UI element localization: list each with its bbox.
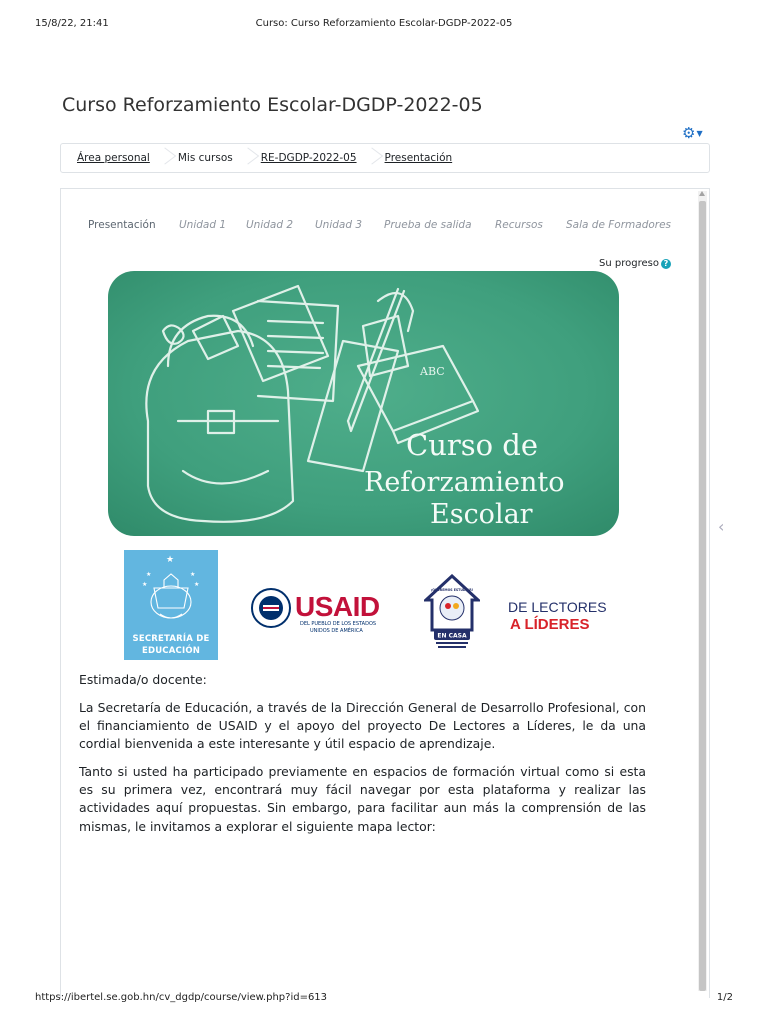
- usaid-logo: [250, 587, 390, 637]
- breadcrumb-separator: [158, 144, 170, 172]
- breadcrumb-link[interactable]: Área personal: [77, 152, 150, 164]
- usaid-seal-icon: [250, 587, 292, 629]
- gear-icon: ⚙: [682, 124, 696, 142]
- usaid-subtitle-line1: DEL PUEBLO DE LOS ESTADOS: [300, 621, 377, 627]
- de-lectores-line2: A LÍDERES: [510, 616, 590, 633]
- welcome-paragraph: La Secretaría de Educación, a través de la Dirección General de Desarrollo Profesional, con el financiamiento de USAID y el apoyo del proyecto De Lectores a Líderes, le da una cordial bienvenida a este interesante y útil espacio de aprendizaje.: [79, 700, 646, 752]
- queremos-estudiar-en-casa-logo: [424, 574, 480, 654]
- progress-label: Su progreso: [599, 258, 659, 269]
- print-footer: [35, 992, 733, 1006]
- section-tabs: [76, 219, 686, 237]
- breadcrumb-separator: [241, 144, 253, 172]
- tab-unidad-1[interactable]: Unidad 1: [179, 219, 227, 231]
- banner-title-line3: Escolar: [430, 499, 533, 530]
- svg-text:★: ★: [142, 581, 148, 588]
- course-title: Curso Reforzamiento Escolar-DGDP-2022-05: [62, 94, 483, 116]
- tab-presentacion[interactable]: Presentación: [88, 219, 156, 231]
- scrollbar[interactable]: [698, 191, 707, 991]
- svg-text:★: ★: [166, 555, 175, 565]
- tab-sala-de-formadores[interactable]: Sala de Formadores: [566, 219, 672, 231]
- encasa-top-label: ¡QUEREMOS ESTUDIAR!: [430, 588, 474, 592]
- breadcrumb-text: Mis cursos: [177, 152, 233, 164]
- banner-book-label: ABC: [420, 365, 445, 378]
- instructions-paragraph: Tanto si usted ha participado previamente en espacios de formación virtual como si esta es su primera vez, encontrará muy fácil navegar por esta plataforma y realizar las actividades aquí propuestas. Sin embargo, para facilitar aun más la comprensión de las mismas, le invitamos a explorar el siguiente mapa lector:: [79, 764, 646, 834]
- secretaria-educacion-logo: [124, 550, 218, 660]
- honduras-seal-icon: [124, 550, 218, 630]
- breadcrumb-link[interactable]: Presentación: [384, 152, 453, 164]
- secretaria-line1: SECRETARÍA DE: [132, 634, 210, 644]
- breadcrumb-item-area-personal[interactable]: [77, 144, 178, 172]
- usaid-subtitle-line2: UNIDOS DE AMÉRICA: [310, 628, 363, 634]
- help-icon[interactable]: ?: [661, 259, 671, 269]
- course-banner-image: [108, 271, 619, 536]
- de-lectores-line1: DE LECTORES: [508, 599, 607, 615]
- print-url: https://ibertel.se.gob.hn/cv_dgdp/course/view.php?id=613: [35, 992, 328, 1003]
- chevron-left-icon[interactable]: ‹: [718, 517, 725, 536]
- secretaria-line2: EDUCACIÓN: [141, 646, 201, 656]
- progress-indicator: [599, 258, 671, 269]
- banner-title-line2: Reforzamiento: [364, 467, 565, 498]
- course-settings-menu[interactable]: [682, 124, 710, 142]
- print-datetime: 15/8/22, 21:41: [35, 18, 109, 29]
- tab-unidad-3[interactable]: Unidad 3: [315, 219, 363, 231]
- breadcrumb-separator: [365, 144, 377, 172]
- tab-prueba-de-salida[interactable]: Prueba de salida: [384, 219, 472, 231]
- tab-unidad-2[interactable]: Unidad 2: [246, 219, 294, 231]
- scroll-up-arrow-icon[interactable]: [699, 191, 705, 196]
- sponsor-logos: [90, 549, 640, 664]
- svg-text:★: ★: [194, 581, 200, 588]
- print-page-number: 1/2: [716, 992, 733, 1003]
- caret-down-icon: ▼: [696, 129, 703, 138]
- breadcrumb-item-mis-cursos: [178, 144, 261, 172]
- banner-title-line1: Curso de: [406, 428, 539, 462]
- encasa-label: EN CASA: [437, 632, 467, 640]
- breadcrumb-item-presentacion[interactable]: [385, 144, 453, 172]
- breadcrumb-item-course[interactable]: [261, 144, 385, 172]
- svg-text:★: ★: [190, 571, 196, 578]
- tab-recursos[interactable]: Recursos: [495, 219, 543, 231]
- usaid-wordmark: USAID: [295, 591, 380, 622]
- scrollbar-thumb[interactable]: [699, 201, 706, 991]
- greeting-text: Estimada/o docente:: [79, 672, 207, 687]
- svg-text:★: ★: [146, 571, 152, 578]
- print-page-title: Curso: Curso Reforzamiento Escolar-DGDP-2022-05: [255, 18, 513, 29]
- breadcrumb: [60, 143, 710, 173]
- breadcrumb-link[interactable]: RE-DGDP-2022-05: [260, 152, 357, 164]
- print-header: [35, 18, 733, 32]
